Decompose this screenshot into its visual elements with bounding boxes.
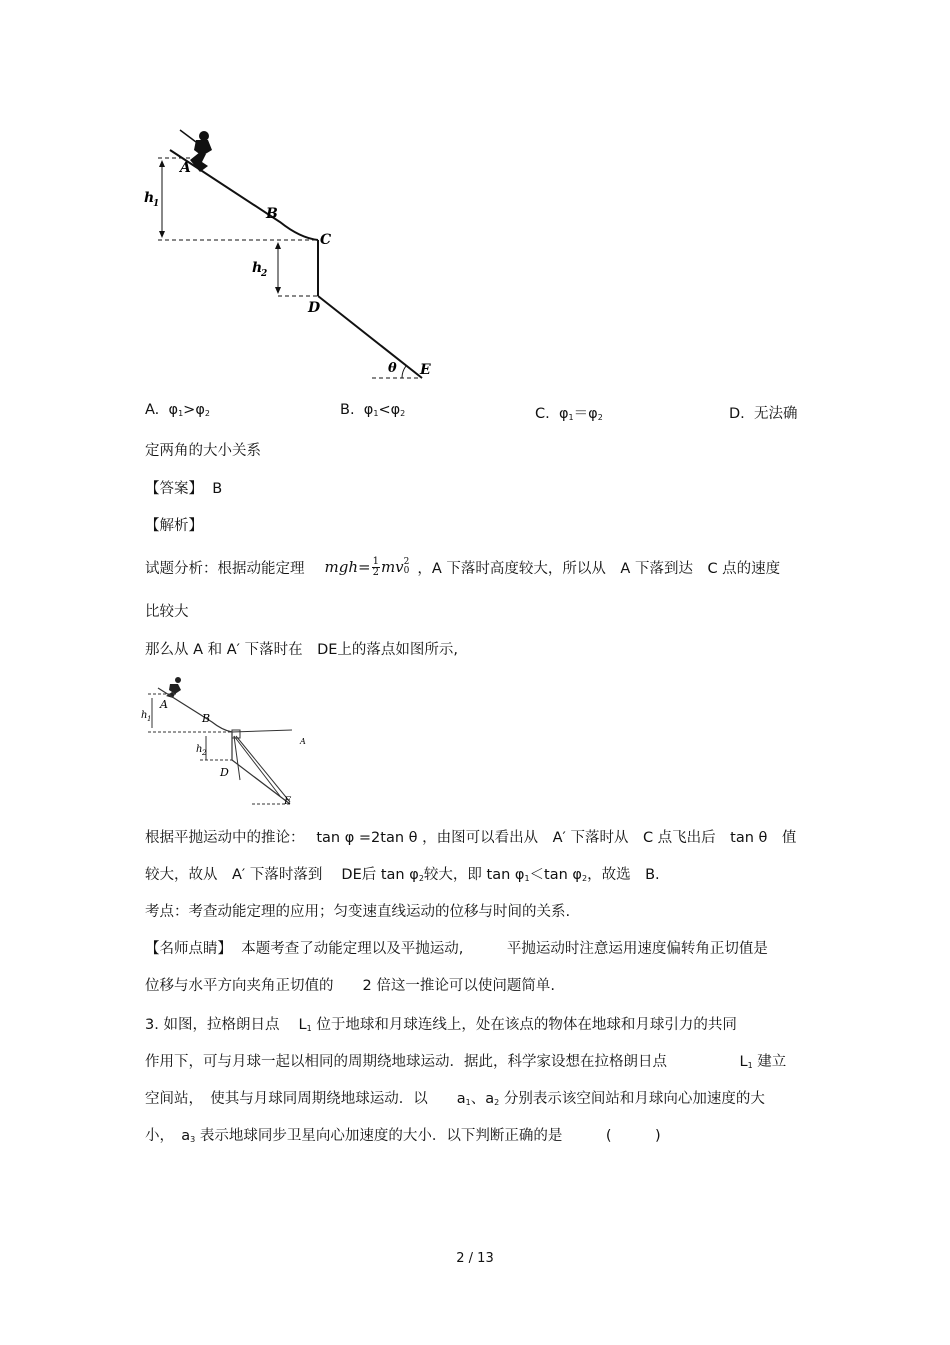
teacher-tip-line-1: 【名师点睛】 本题考查了动能定理以及平抛运动, 平抛运动时注意运用速度偏转角正切值是	[145, 941, 768, 957]
question-3-line-1: 3. 如图，拉格朗日点 $L_1$ 位于地球和月球连线上，处在该点的物体在地球和月球引力的共同	[145, 1017, 737, 1033]
label-c: C	[320, 232, 332, 248]
label-h1-sub: 1	[147, 715, 152, 723]
teacher-tip-line-2: 位移与水平方向夹角正切值的 2 倍这一推论可以使问题简单.	[145, 978, 555, 994]
label-d: D	[308, 300, 321, 316]
analysis-key-points: 考点：考查动能定理的应用；匀变速直线运动的位移与时间的关系.	[145, 904, 571, 920]
figure-ski-slope	[140, 120, 460, 390]
label-theta: θ	[388, 361, 397, 376]
label-b: B	[266, 206, 278, 222]
analysis-label: 【解析】	[145, 518, 203, 534]
question-3-line-2: 作用下，可与月球一起以相同的周期绕地球运动．据此，科学家设想在拉格朗日点 $L_1$ 建立	[145, 1054, 787, 1070]
analysis-line-3: 那么从 A 和 A′ 下落时在 DE上的落点如图所示,	[145, 642, 459, 658]
figure-landing-points	[140, 672, 310, 812]
analysis-line-1: 试题分析：根据动能定理 mgh = $\frac{1}{2}$ mv 2 0 ，A 下落时高度较大，所以从 A 下落到达 C 点的速度	[145, 555, 781, 578]
option-a: A. $\varphi_1>\varphi_2$	[145, 402, 210, 418]
option-b: B. $\varphi_1<\varphi_2$	[340, 402, 406, 418]
analysis-line-4: 根据平抛运动中的推论： tan φ =2tan θ ，由图可以看出从 A′ 下落时从 C 点飞出后 tan θ 值	[145, 830, 797, 846]
option-d-continued: 定两角的大小关系	[145, 443, 261, 459]
label-h2-sub: 2	[202, 749, 207, 757]
label-a: A	[160, 698, 168, 711]
label-h1: h	[141, 710, 148, 721]
question-3-line-4: 小， $a_3$ 表示地球同步卫星向心加速度的大小．以下判断正确的是 ( )	[145, 1128, 661, 1144]
analysis-line-5: 较大，故从 A′ 下落时落到 DE后 $\tan \varphi_2$较大，即 $\tan \varphi_1<\tan$ $\varphi_2$，故选 B.	[145, 867, 660, 883]
label-h2: h	[196, 744, 203, 755]
label-b: B	[202, 712, 211, 725]
label-e: E	[284, 796, 292, 807]
label-d: D	[220, 766, 229, 779]
answer	[145, 477, 222, 498]
option-c: C. $\varphi_1=\varphi_2$	[535, 406, 603, 422]
label-a-right: A	[300, 737, 306, 746]
answer-label: 【答案】	[145, 481, 203, 497]
kinetic-energy-formula: mgh = $\frac{1}{2}$ mv 2 0	[324, 555, 410, 578]
answer-value: B	[212, 481, 223, 497]
label-h1-sub: 1	[153, 199, 160, 209]
label-h2: h	[252, 260, 263, 276]
label-h2-sub: 2	[261, 269, 268, 279]
teacher-tip-label: 【名师点睛】	[145, 941, 232, 957]
page-number: 2 / 13	[456, 1251, 494, 1266]
slope-abc	[170, 150, 318, 240]
label-e: E	[420, 362, 431, 378]
label-a: A	[180, 160, 191, 176]
question-3-line-3: 空间站， 使其与月球同周期绕地球运动．以 $a_1$、$a_2$ 分别表示该空间站和月球向心加速度的大	[145, 1091, 765, 1107]
option-d: D. 无法确	[729, 406, 798, 422]
analysis-line-2: 比较大	[145, 604, 189, 620]
label-h1: h	[144, 190, 155, 206]
